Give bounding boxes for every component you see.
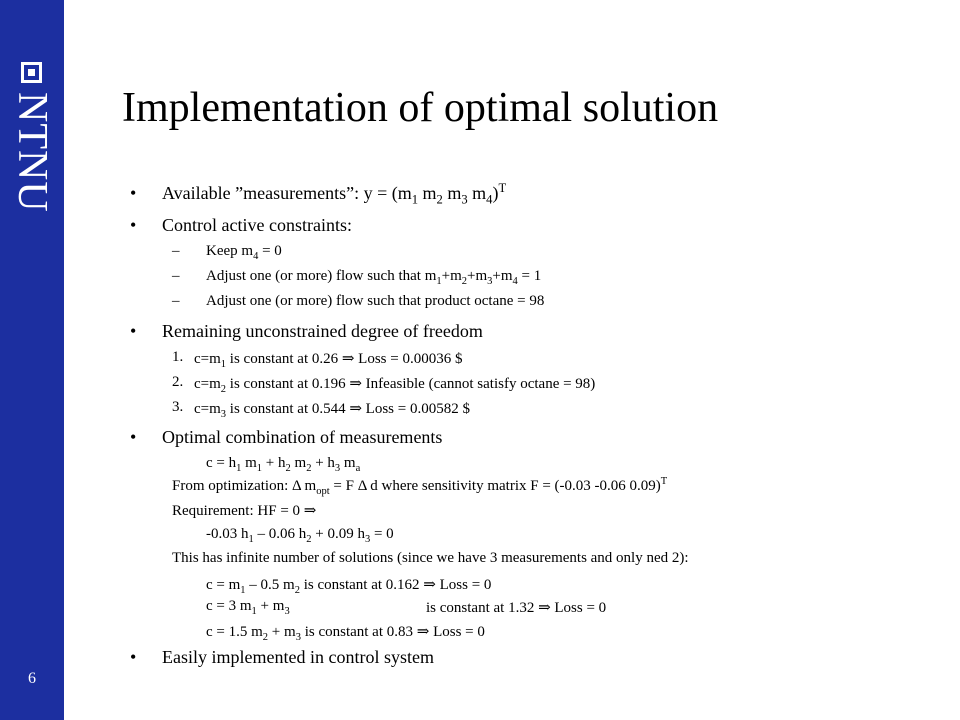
solution-2-lhs: c = 3 $m_1 + m_3$ bbox=[206, 598, 290, 617]
sub-keep-m4: Keep $m_4 = 0$ bbox=[206, 243, 282, 262]
infinite-solutions-line: This has infinite number of solutions (since we have 3 measurements and only ned 2): bbox=[172, 550, 689, 566]
bullet-icon: • bbox=[130, 183, 137, 203]
option-3: $c=m_3$ is constant at 0.544 ⇒ Loss = 0.00582 $ bbox=[194, 401, 470, 420]
bullet-optimal-combination: Optimal combination of measurements bbox=[162, 427, 443, 447]
solution-2-rhs: is constant at 1.32 ⇒ Loss = 0 bbox=[426, 600, 607, 616]
sub-adjust-octane: Adjust one (or more) flow such that product octane = 98 bbox=[206, 293, 545, 309]
dash-icon: – bbox=[172, 268, 180, 284]
list-number: 2. bbox=[172, 374, 184, 390]
combination-equation: $c = h_1$ $m_1 + h_2$ $m_2 + h_3$ $m_a$ bbox=[206, 455, 361, 474]
bullet-easily-implemented: Easily implemented in control system bbox=[162, 647, 434, 667]
solution-1: $c = m_1 - 0.5$ $m_2$ is constant at 0.162 ⇒ Loss = 0 bbox=[206, 577, 492, 596]
option-2: $c=m_2$ is constant at 0.196 ⇒ Infeasible (cannot satisfy octane = 98) bbox=[194, 376, 596, 395]
solution-3: c = 1.5 $m_2 + m_3$ is constant at 0.83 ⇒ Loss = 0 bbox=[206, 624, 485, 643]
bullet-active-constraints: Control active constraints: bbox=[162, 215, 352, 235]
list-number: 1. bbox=[172, 349, 184, 365]
ntnu-logo-text: NTNU bbox=[9, 92, 55, 213]
bullet-icon: • bbox=[130, 215, 137, 235]
list-number: 3. bbox=[172, 399, 184, 415]
dash-icon: – bbox=[172, 293, 180, 309]
bullet-measurements: Available ”measurements”: $y = (m_1$ $m_2$ $m_3$ $m_4)^T$ bbox=[162, 181, 507, 207]
ntnu-logo-icon bbox=[21, 62, 42, 83]
bullet-icon: • bbox=[130, 427, 137, 447]
bullet-icon: • bbox=[130, 647, 137, 667]
bullet-icon: • bbox=[130, 321, 137, 341]
sidebar-band bbox=[0, 0, 64, 720]
dash-icon: – bbox=[172, 243, 180, 259]
optimization-line: From optimization: Δ $m_{opt} = F$ Δ d where sensitivity matrix F = (-0.03 -0.06 0.09)$^T$ bbox=[172, 476, 668, 497]
slide-title: Implementation of optimal solution bbox=[122, 85, 719, 131]
requirement-equation: -0.03 $h_1 - 0.06$ $h_2 + 0.09$ $h_3 = 0$ bbox=[206, 526, 394, 545]
bullet-unconstrained: Remaining unconstrained degree of freedom bbox=[162, 321, 483, 341]
requirement-line: Requirement: HF = 0 ⇒ bbox=[172, 503, 317, 519]
option-1: $c=m_1$ is constant at 0.26 ⇒ Loss = 0.00036 $ bbox=[194, 351, 463, 370]
sub-adjust-sum: Adjust one (or more) flow such that $m_1+m_2+m_3+m_4 = 1$ bbox=[206, 268, 542, 287]
page-number: 6 bbox=[28, 670, 36, 687]
